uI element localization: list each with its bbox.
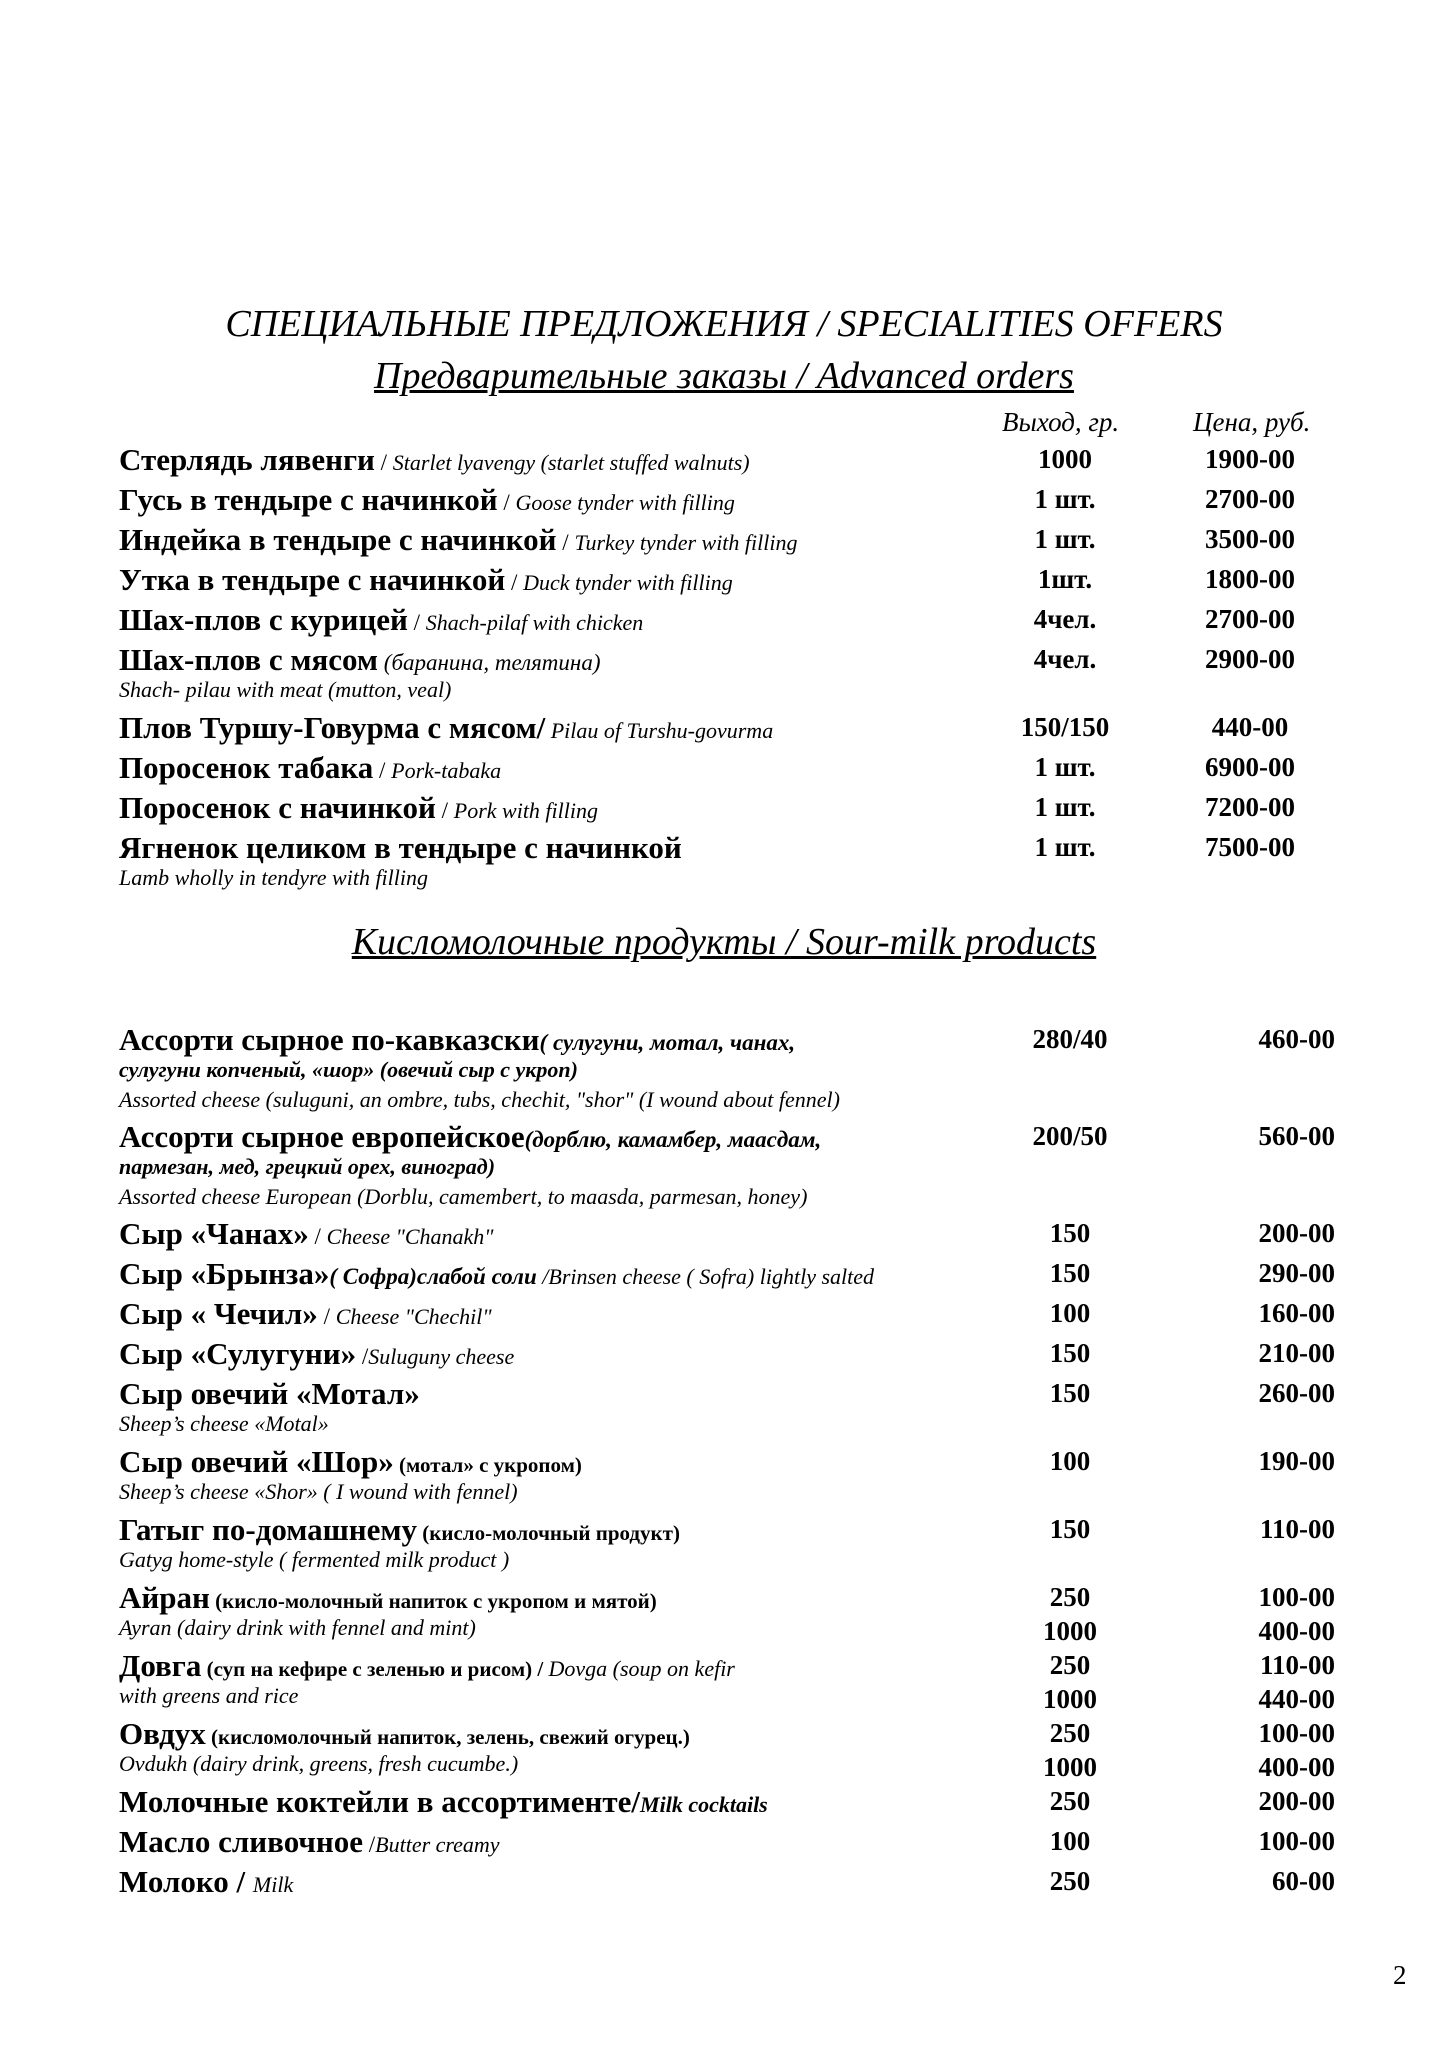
dish-price: 460-00	[1258, 1024, 1335, 1054]
dish-name-en: Goose tynder with filling	[515, 490, 735, 515]
separator: /	[497, 490, 516, 515]
dish-name-en: Butter creamy	[375, 1832, 500, 1857]
dish-note: (баранина, телятина)	[378, 650, 601, 675]
dish-price: 60-00	[1272, 1866, 1335, 1896]
dish-name-ru: Сыр овечий «Мотал»	[119, 1376, 420, 1411]
dish-weight: 1 шт.	[1034, 792, 1096, 822]
dish-price: 100-00	[1258, 1826, 1335, 1856]
dish-price: 200-00	[1258, 1218, 1335, 1248]
dish-name-ru: Масло сливочное	[119, 1824, 364, 1859]
column-header-price: Цена, руб.	[1193, 407, 1311, 437]
separator: /	[356, 1344, 369, 1369]
dish-weight: 280/40	[1032, 1024, 1108, 1054]
dish-price: 200-00	[1258, 1786, 1335, 1816]
menu-item-name	[119, 709, 773, 753]
page-number: 2	[1393, 1960, 1407, 1990]
menu-item-name	[119, 749, 501, 793]
separator: /	[363, 1832, 376, 1857]
separator: /	[407, 610, 426, 635]
dish-name-ru: Айран	[119, 1580, 210, 1615]
dish-price: 260-00	[1258, 1378, 1335, 1408]
dish-name-en: Suluguny cheese	[368, 1344, 515, 1369]
dish-price: 100-00	[1258, 1582, 1335, 1612]
dish-weight: 1 шт.	[1034, 752, 1096, 782]
dish-price: 2900-00	[1205, 644, 1295, 674]
dish-price: 7500-00	[1205, 832, 1295, 862]
separator: /	[435, 798, 454, 823]
dish-description: Lamb wholly in tendyre with filling	[119, 865, 429, 890]
dish-note: (кисло-молочный продукт)	[417, 1521, 680, 1545]
menu-item-name	[119, 1295, 492, 1339]
dish-weight: 1000	[1043, 1752, 1097, 1782]
dish-weight: 250	[1049, 1866, 1091, 1896]
dish-price: 400-00	[1258, 1616, 1335, 1646]
dish-name-ru: Сыр «Чанах»	[119, 1216, 309, 1251]
dish-price: 3500-00	[1205, 524, 1295, 554]
menu-item-name	[119, 1335, 514, 1379]
dish-weight: 150	[1049, 1258, 1091, 1288]
dish-name-en: /Brinsen cheese ( Sofra) lightly salted	[536, 1264, 875, 1289]
menu-item-name	[119, 1823, 500, 1867]
dish-description: Gatyg home-style ( fermented milk product )	[119, 1547, 510, 1572]
dish-weight: 4чел.	[1033, 604, 1097, 634]
dish-description: Sheep’s cheese «Shor» ( I wound with fennel)	[119, 1479, 518, 1504]
separator: /	[505, 570, 524, 595]
dish-price: 440-00	[1258, 1684, 1335, 1714]
dish-name-en: Milk cocktails	[640, 1792, 768, 1817]
dish-price: 190-00	[1258, 1446, 1335, 1476]
menu-item-name	[119, 789, 598, 833]
menu-item-name	[119, 521, 797, 565]
dish-note: (кисло-молочный напиток с укропом и мятой)	[209, 1589, 657, 1613]
dish-description: Ovdukh (dairy drink, greens, fresh cucumbe.)	[119, 1751, 519, 1776]
dish-weight: 150/150	[1020, 712, 1110, 742]
dish-price: 160-00	[1258, 1298, 1335, 1328]
menu-item-name	[119, 441, 750, 485]
dish-weight: 100	[1049, 1826, 1091, 1856]
dish-weight: 150	[1049, 1338, 1091, 1368]
dish-name-ru: Молоко	[119, 1864, 229, 1899]
dish-name-ru: Молочные коктейли в ассортименте/	[119, 1784, 641, 1819]
dish-price: 7200-00	[1205, 792, 1295, 822]
dish-price: 560-00	[1258, 1121, 1335, 1151]
dish-price: 1800-00	[1205, 564, 1295, 594]
dish-name-ru: Сыр «Сулугуни»	[119, 1336, 357, 1371]
dish-name-en: Duck tynder with filling	[523, 570, 733, 595]
dish-description: Shach- pilau with meat (mutton, veal)	[119, 677, 452, 702]
dish-weight: 1000	[1038, 444, 1092, 474]
dish-name-en: Starlet lyavengy (starlet stuffed walnuts)	[392, 450, 750, 475]
menu-item-name	[119, 481, 735, 525]
dish-name-ru: Сыр овечий «Шор»	[119, 1444, 394, 1479]
menu-item-name	[119, 1215, 494, 1259]
dish-weight: 1 шт.	[1034, 832, 1096, 862]
dish-name-ru: Овдух	[119, 1716, 206, 1751]
dish-name-en: Turkey tynder with filling	[574, 530, 798, 555]
menu-item-name	[119, 1863, 293, 1907]
separator: /	[373, 758, 392, 783]
dish-weight: 1000	[1043, 1616, 1097, 1646]
dish-description: пармезан, мед, грецкий орех, виноград)	[119, 1154, 496, 1179]
dish-weight: 150	[1049, 1378, 1091, 1408]
separator: /	[374, 450, 393, 475]
menu-item-name	[119, 601, 643, 645]
dish-description: Ayran (dairy drink with fennel and mint)	[119, 1615, 476, 1640]
dish-name-ru: Ассорти сырное по-кавказски	[119, 1022, 540, 1057]
dish-name-ru: Гусь в тендыре с начинкой	[119, 482, 498, 517]
dish-weight: 4чел.	[1033, 644, 1097, 674]
dish-price: 2700-00	[1205, 604, 1295, 634]
dish-description: сулугуни копченый, «шор» (овечий сыр с укроп)	[119, 1057, 578, 1082]
dish-weight: 1000	[1043, 1684, 1097, 1714]
dish-weight: 100	[1049, 1446, 1091, 1476]
dish-name-ru: Шах-плов с курицей	[119, 602, 408, 637]
dish-price: 110-00	[1259, 1514, 1335, 1544]
dish-weight: 1 шт.	[1034, 484, 1096, 514]
dish-name-en: Pilau of Turshu-govurma	[545, 718, 774, 743]
dish-price: 440-00	[1211, 712, 1289, 742]
dish-name-ru: Стерлядь лявенги	[119, 442, 375, 477]
dish-name-ru: Сыр «Брынза»	[119, 1256, 330, 1291]
column-header-weight: Выход, гр.	[1002, 407, 1120, 437]
dish-price: 400-00	[1258, 1752, 1335, 1782]
dish-description-en: Assorted cheese European (Dorblu, camembert, to maasda, parmesan, honey)	[119, 1184, 808, 1209]
dish-name-ru: Гатыг по-домашнему	[119, 1512, 418, 1547]
dish-name-ru: Поросенок табака	[119, 750, 374, 785]
page-title: СПЕЦИАЛЬНЫЕ ПРЕДЛОЖЕНИЯ / SPECIALITIES OFFERS	[225, 303, 1223, 345]
dish-price: 2700-00	[1205, 484, 1295, 514]
dish-name-en: Pork with filling	[453, 798, 598, 823]
dish-name-ru: Шах-плов с мясом	[119, 642, 379, 677]
dish-note: (суп на кефире с зеленью и рисом) /	[201, 1657, 549, 1681]
menu-item-name	[119, 1255, 874, 1299]
dish-weight: 1шт.	[1037, 564, 1093, 594]
section-title-advanced-orders: Предварительные заказы / Advanced orders	[374, 355, 1074, 397]
dish-weight: 250	[1049, 1786, 1091, 1816]
dish-note: ( Софра)слабой соли	[329, 1264, 537, 1289]
dish-name-ru: Плов Туршу-Говурма с мясом/	[119, 710, 546, 745]
dish-note: ( сулугуни, мотал, чанах,	[539, 1030, 796, 1055]
dish-name-en: Dovga (soup on kefir	[548, 1656, 735, 1681]
dish-weight: 100	[1049, 1298, 1091, 1328]
dish-weight: 150	[1049, 1514, 1091, 1544]
dish-price: 100-00	[1258, 1718, 1335, 1748]
dish-weight: 250	[1049, 1582, 1091, 1612]
dish-name-en: Cheese "Chechil"	[335, 1304, 492, 1329]
dish-weight: 200/50	[1032, 1121, 1108, 1151]
dish-description: Sheep’s cheese «Motal»	[119, 1411, 329, 1436]
dish-name-ru: Довга	[119, 1648, 202, 1683]
dish-name-ru: Утка в тендыре с начинкой	[119, 562, 506, 597]
dish-name-ru: Ассорти сырное европейское	[119, 1119, 525, 1154]
dish-name-en: Pork-tabaka	[391, 758, 502, 783]
dish-name-en: Milk	[252, 1872, 294, 1897]
dish-name-ru: Ягненок целиком в тендыре с начинкой	[119, 830, 682, 865]
menu-item-name	[119, 561, 733, 605]
dish-weight: 1 шт.	[1034, 524, 1096, 554]
dish-weight: 250	[1049, 1650, 1091, 1680]
dish-name-en: Cheese "Chanakh"	[326, 1224, 494, 1249]
dish-price: 110-00	[1259, 1650, 1335, 1680]
dish-weight: 250	[1049, 1718, 1091, 1748]
dish-description-en: Assorted cheese (suluguni, an ombre, tubs, chechit, "shor" (I wound about fennel)	[119, 1087, 840, 1112]
dish-price: 6900-00	[1205, 752, 1295, 782]
dish-note: (кисломолочный напиток, зелень, свежий огурец.)	[205, 1725, 690, 1749]
dish-note: (дорблю, камамбер, маасдам,	[524, 1127, 822, 1152]
dish-weight: 150	[1049, 1218, 1091, 1248]
dish-name-ru: Индейка в тендыре с начинкой	[119, 522, 557, 557]
separator: /	[317, 1304, 336, 1329]
dish-note: (мотал» с укропом)	[393, 1453, 582, 1477]
menu-item-name	[119, 1783, 768, 1827]
dish-name-en: Shach-pilaf with chicken	[425, 610, 644, 635]
dish-description: with greens and rice	[119, 1683, 299, 1708]
separator: /	[228, 1864, 253, 1899]
dish-price: 1900-00	[1205, 444, 1295, 474]
dish-price: 290-00	[1258, 1258, 1335, 1288]
dish-price: 210-00	[1258, 1338, 1335, 1368]
dish-name-ru: Поросенок с начинкой	[119, 790, 436, 825]
separator: /	[308, 1224, 327, 1249]
dish-name-ru: Сыр « Чечил»	[119, 1296, 318, 1331]
separator: /	[556, 530, 575, 555]
section-title-sour-milk: Кисломолочные продукты / Sour-milk products	[351, 921, 1097, 963]
